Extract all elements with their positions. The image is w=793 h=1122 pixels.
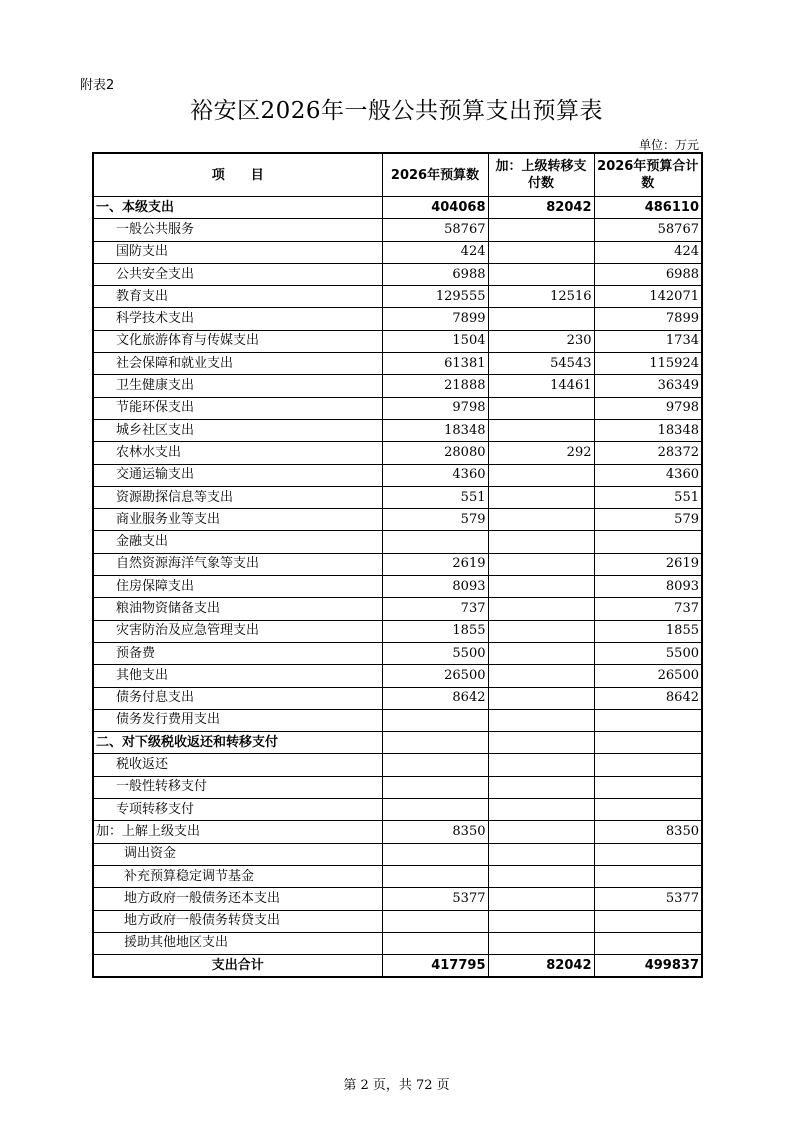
row-transfer xyxy=(488,821,594,843)
row-transfer xyxy=(488,486,594,508)
row-transfer xyxy=(488,598,594,620)
row-name: 专项转移支付 xyxy=(93,799,382,821)
row-transfer xyxy=(488,419,594,441)
header-transfer: 加：上级转移支付数 xyxy=(488,153,594,197)
row-budget: 61381 xyxy=(382,353,488,375)
row-budget: 404068 xyxy=(382,197,488,219)
row-total xyxy=(594,799,702,821)
row-total: 58767 xyxy=(594,219,702,241)
total-total: 499837 xyxy=(594,955,702,978)
table-row xyxy=(93,754,702,776)
row-budget xyxy=(382,932,488,954)
row-transfer xyxy=(488,553,594,575)
row-total: 2619 xyxy=(594,553,702,575)
row-name: 城乡社区支出 xyxy=(93,419,382,441)
row-transfer xyxy=(488,642,594,664)
unit-label: 单位：万元 xyxy=(638,138,699,152)
row-transfer xyxy=(488,776,594,798)
row-total: 424 xyxy=(594,241,702,263)
page-title: 裕安区2026年一般公共预算支出预算表 xyxy=(189,98,604,124)
row-transfer xyxy=(488,754,594,776)
table-row xyxy=(93,776,702,798)
row-total: 7899 xyxy=(594,308,702,330)
attachment-label: 附表2 xyxy=(80,78,115,93)
row-budget: 551 xyxy=(382,486,488,508)
row-budget xyxy=(382,910,488,932)
table-row xyxy=(93,308,702,330)
row-transfer: 54543 xyxy=(488,353,594,375)
row-name: 灾害防治及应急管理支出 xyxy=(93,620,382,642)
table-row xyxy=(93,241,702,263)
row-transfer xyxy=(488,932,594,954)
table-row xyxy=(93,687,702,709)
table-row xyxy=(93,665,702,687)
row-budget: 8350 xyxy=(382,821,488,843)
row-total xyxy=(594,531,702,553)
row-name: 金融支出 xyxy=(93,531,382,553)
row-name: 其他支出 xyxy=(93,665,382,687)
row-total: 26500 xyxy=(594,665,702,687)
row-budget: 58767 xyxy=(382,219,488,241)
row-transfer xyxy=(488,665,594,687)
table-row xyxy=(93,286,702,308)
row-total: 8350 xyxy=(594,821,702,843)
row-total: 737 xyxy=(594,598,702,620)
row-transfer xyxy=(488,888,594,910)
row-total: 551 xyxy=(594,486,702,508)
header-budget: 2026年预算数 xyxy=(382,153,488,197)
row-name: 一、本级支出 xyxy=(93,197,382,219)
row-transfer xyxy=(488,732,594,754)
row-transfer xyxy=(488,576,594,598)
row-transfer xyxy=(488,531,594,553)
total-row xyxy=(93,955,702,978)
row-total xyxy=(594,865,702,887)
row-transfer xyxy=(488,620,594,642)
row-budget: 18348 xyxy=(382,419,488,441)
row-name: 卫生健康支出 xyxy=(93,375,382,397)
row-transfer xyxy=(488,263,594,285)
row-transfer: 82042 xyxy=(488,197,594,219)
table-row xyxy=(93,821,702,843)
table-row xyxy=(93,910,702,932)
table-row xyxy=(93,509,702,531)
row-transfer xyxy=(488,910,594,932)
row-name: 公共安全支出 xyxy=(93,263,382,285)
table-row xyxy=(93,709,702,731)
row-name: 文化旅游体育与传媒支出 xyxy=(93,330,382,352)
row-budget xyxy=(382,709,488,731)
row-budget: 424 xyxy=(382,241,488,263)
table-row xyxy=(93,419,702,441)
row-name: 预备费 xyxy=(93,642,382,664)
table-row xyxy=(93,932,702,954)
table-row xyxy=(93,888,702,910)
row-total xyxy=(594,754,702,776)
table-row xyxy=(93,531,702,553)
row-name: 调出资金 xyxy=(93,843,382,865)
table-row xyxy=(93,732,702,754)
table-row xyxy=(93,263,702,285)
row-total xyxy=(594,932,702,954)
row-budget xyxy=(382,754,488,776)
row-total xyxy=(594,843,702,865)
row-transfer xyxy=(488,799,594,821)
row-total: 5500 xyxy=(594,642,702,664)
total-budget: 417795 xyxy=(382,955,488,978)
row-total: 28372 xyxy=(594,442,702,464)
row-name: 债务发行费用支出 xyxy=(93,709,382,731)
row-total xyxy=(594,776,702,798)
header-item: 项 目 xyxy=(93,153,382,197)
row-name: 地方政府一般债务还本支出 xyxy=(93,888,382,910)
table-row xyxy=(93,598,702,620)
row-transfer xyxy=(488,865,594,887)
row-transfer xyxy=(488,241,594,263)
table-row xyxy=(93,330,702,352)
row-total: 36349 xyxy=(594,375,702,397)
row-transfer: 230 xyxy=(488,330,594,352)
row-budget xyxy=(382,732,488,754)
row-name: 社会保障和就业支出 xyxy=(93,353,382,375)
row-name: 节能环保支出 xyxy=(93,397,382,419)
row-total xyxy=(594,910,702,932)
row-name: 交通运输支出 xyxy=(93,464,382,486)
row-budget: 4360 xyxy=(382,464,488,486)
row-budget xyxy=(382,865,488,887)
row-name: 加：上解上级支出 xyxy=(93,821,382,843)
row-total: 9798 xyxy=(594,397,702,419)
table-row xyxy=(93,799,702,821)
row-budget: 5500 xyxy=(382,642,488,664)
row-budget: 26500 xyxy=(382,665,488,687)
row-budget: 737 xyxy=(382,598,488,620)
row-budget xyxy=(382,843,488,865)
row-transfer: 12516 xyxy=(488,286,594,308)
row-name: 援助其他地区支出 xyxy=(93,932,382,954)
table-row xyxy=(93,865,702,887)
row-name: 国防支出 xyxy=(93,241,382,263)
row-total: 486110 xyxy=(594,197,702,219)
row-total: 6988 xyxy=(594,263,702,285)
row-name: 住房保障支出 xyxy=(93,576,382,598)
table-row xyxy=(93,219,702,241)
row-total: 18348 xyxy=(594,419,702,441)
table-row xyxy=(93,197,702,219)
row-budget xyxy=(382,799,488,821)
row-transfer xyxy=(488,219,594,241)
row-name: 补充预算稳定调节基金 xyxy=(93,865,382,887)
row-name: 粮油物资储备支出 xyxy=(93,598,382,620)
table-row xyxy=(93,375,702,397)
row-budget: 6988 xyxy=(382,263,488,285)
row-name: 自然资源海洋气象等支出 xyxy=(93,553,382,575)
row-name: 税收返还 xyxy=(93,754,382,776)
row-total: 1734 xyxy=(594,330,702,352)
row-name: 一般公共服务 xyxy=(93,219,382,241)
row-budget xyxy=(382,531,488,553)
row-name: 资源勘探信息等支出 xyxy=(93,486,382,508)
page-footer: 第 2 页，共 72 页 xyxy=(343,1078,450,1093)
row-name: 一般性转移支付 xyxy=(93,776,382,798)
row-transfer: 292 xyxy=(488,442,594,464)
row-budget: 1504 xyxy=(382,330,488,352)
row-budget: 579 xyxy=(382,509,488,531)
table-body xyxy=(93,197,702,978)
table-row xyxy=(93,353,702,375)
row-budget: 28080 xyxy=(382,442,488,464)
row-transfer xyxy=(488,509,594,531)
row-transfer xyxy=(488,464,594,486)
budget-table xyxy=(92,152,703,978)
row-transfer xyxy=(488,308,594,330)
row-budget: 2619 xyxy=(382,553,488,575)
total-name: 支出合计 xyxy=(93,955,382,978)
row-total: 1855 xyxy=(594,620,702,642)
row-total: 4360 xyxy=(594,464,702,486)
table-row xyxy=(93,620,702,642)
table-row xyxy=(93,464,702,486)
row-total: 579 xyxy=(594,509,702,531)
table-row xyxy=(93,442,702,464)
table-row xyxy=(93,642,702,664)
table-header-row xyxy=(93,153,702,197)
header-total: 2026年预算合计数 xyxy=(594,153,702,197)
row-name: 债务付息支出 xyxy=(93,687,382,709)
row-transfer xyxy=(488,397,594,419)
row-total: 8642 xyxy=(594,687,702,709)
row-budget: 7899 xyxy=(382,308,488,330)
row-budget: 21888 xyxy=(382,375,488,397)
row-total xyxy=(594,732,702,754)
row-total: 115924 xyxy=(594,353,702,375)
row-budget: 8642 xyxy=(382,687,488,709)
row-budget: 5377 xyxy=(382,888,488,910)
row-total xyxy=(594,709,702,731)
row-total: 8093 xyxy=(594,576,702,598)
row-budget: 8093 xyxy=(382,576,488,598)
row-transfer xyxy=(488,709,594,731)
row-name: 地方政府一般债务转贷支出 xyxy=(93,910,382,932)
table-row xyxy=(93,553,702,575)
row-name: 商业服务业等支出 xyxy=(93,509,382,531)
total-transfer: 82042 xyxy=(488,955,594,978)
row-name: 科学技术支出 xyxy=(93,308,382,330)
row-name: 二、对下级税收返还和转移支付 xyxy=(93,732,382,754)
row-name: 农林水支出 xyxy=(93,442,382,464)
row-budget: 129555 xyxy=(382,286,488,308)
row-transfer xyxy=(488,687,594,709)
table-row xyxy=(93,397,702,419)
row-budget: 1855 xyxy=(382,620,488,642)
row-transfer: 14461 xyxy=(488,375,594,397)
row-total: 5377 xyxy=(594,888,702,910)
row-transfer xyxy=(488,843,594,865)
row-total: 142071 xyxy=(594,286,702,308)
table-row xyxy=(93,843,702,865)
row-budget xyxy=(382,776,488,798)
table-row xyxy=(93,486,702,508)
table-row xyxy=(93,576,702,598)
row-name: 教育支出 xyxy=(93,286,382,308)
row-budget: 9798 xyxy=(382,397,488,419)
